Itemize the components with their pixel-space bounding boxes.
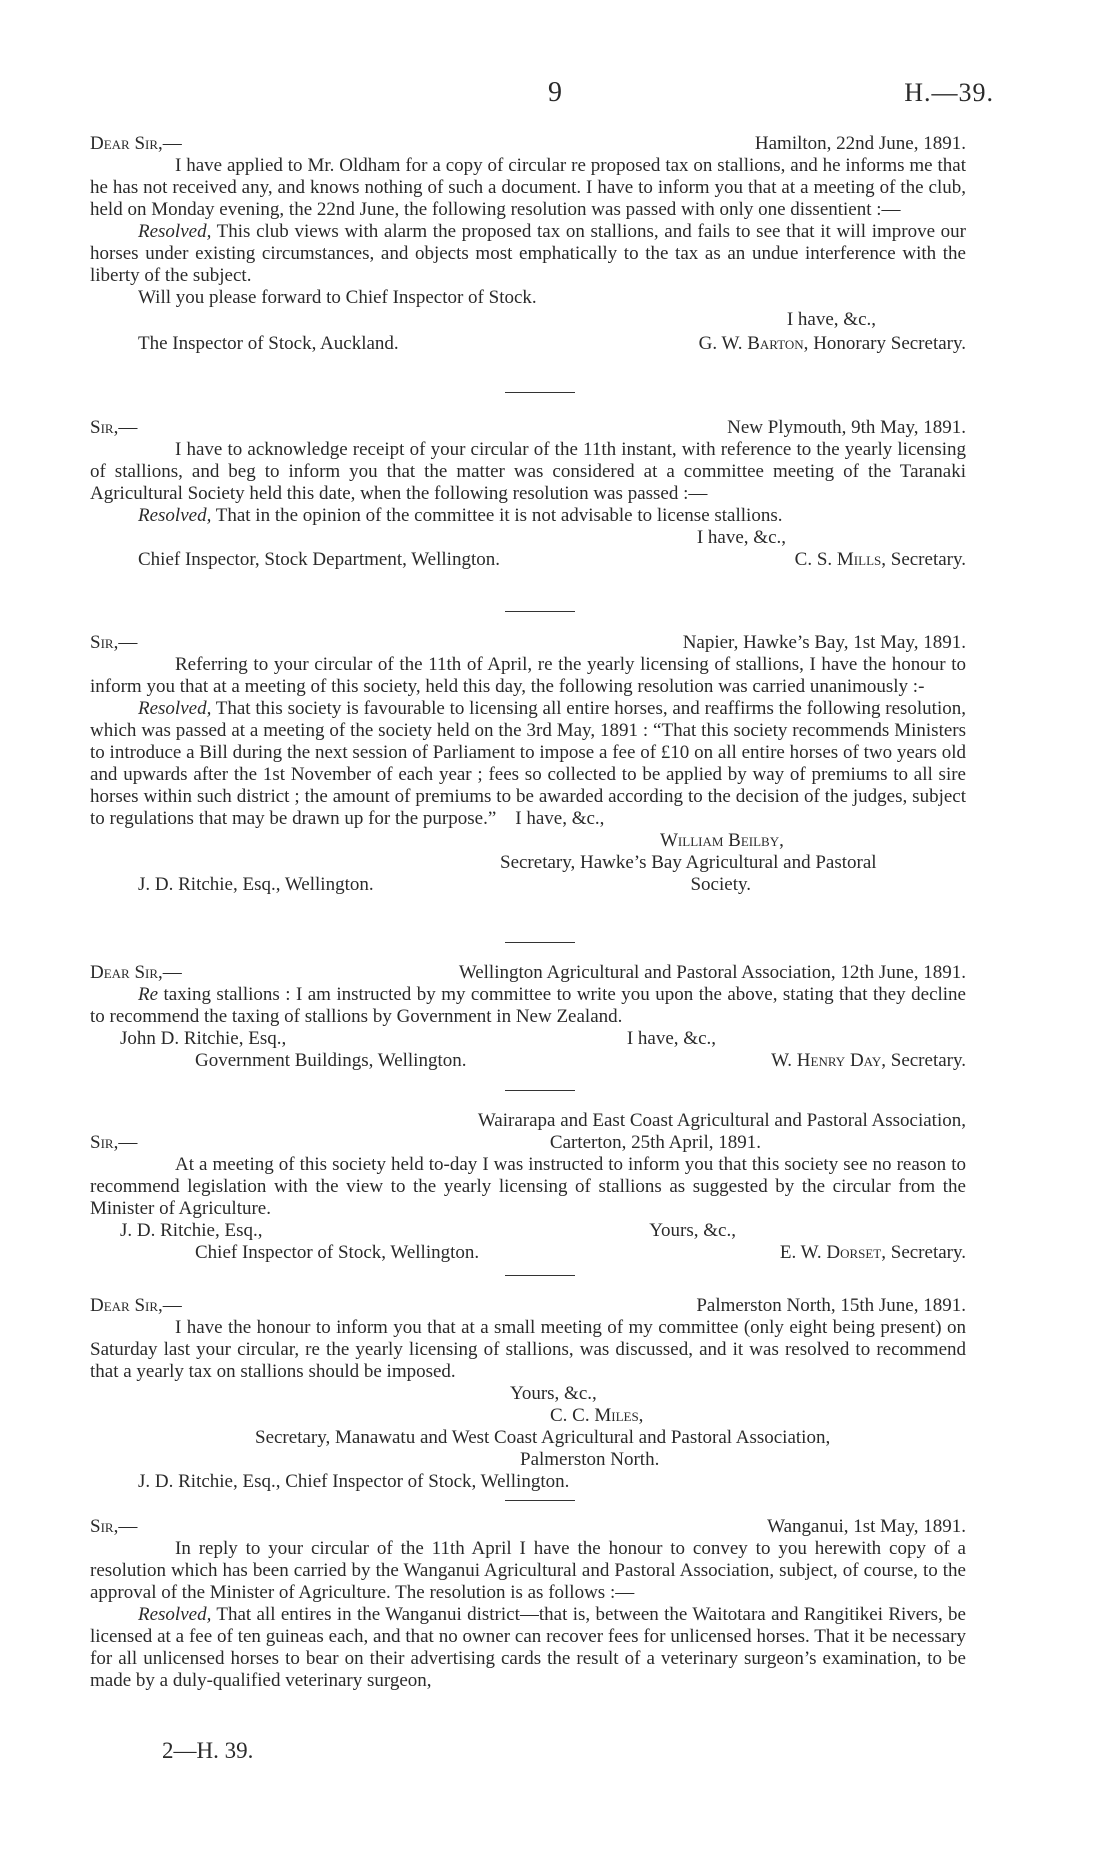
signatory-title: Honorary Secretary.	[808, 333, 966, 354]
letter-wanganui	[90, 1516, 966, 1692]
salutation: Sir,—	[90, 417, 138, 438]
addressee: J. D. Ritchie, Esq., Wellington.	[138, 874, 374, 895]
signatory-name: E. W. Dorset,	[779, 1242, 886, 1263]
signature-mark: 2—H. 39.	[162, 1738, 254, 1763]
letter-wellington	[90, 962, 966, 1072]
resolution-text: This club views with alarm the proposed tax on stallions, and fails to see that it will improve our horses under existing circumstances, and objects most emphatically to the tax as an undue interference with the liberty of the subject.	[90, 221, 966, 286]
separator-rule	[505, 611, 575, 612]
place-date: Wellington Agricultural and Pastoral Association, 12th June, 1891.	[458, 962, 966, 983]
signatory-title: Secretary.	[886, 1050, 966, 1071]
resolution	[90, 1604, 966, 1692]
resolution	[90, 505, 966, 527]
separator-rule	[505, 1275, 575, 1276]
closing: I have, &c.,	[696, 527, 786, 548]
letter-body: I have applied to Mr. Oldham for a copy of circular re proposed tax on stallions, and he informs me that he has not received any, and knows nothing of such a document. I have to inform you that at a meeting of the club, held on Monday evening, the 22nd June, the following resolution was passed with only one dissentient :—	[90, 155, 966, 220]
signatory-name: C. C. Miles,	[550, 1405, 644, 1426]
signature	[699, 333, 966, 355]
letter-body: I have the honour to inform you that at a small meeting of my committee (only eight being present) on Saturday last your circular, re the yearly licensing of stallions, was discussed, and it was resolved to recommend that a yearly tax on stallions should be imposed.	[90, 1317, 966, 1382]
letter-body: In reply to your circular of the 11th April I have the honour to convey to you herewith copy of a resolution which has been carried by the Wanganui Agricultural and Pastoral Association, subject, of course, to the approval of the Minister of Agriculture. The resolution is as follows :—	[90, 1538, 966, 1603]
resolved-label: Resolved,	[138, 1604, 212, 1625]
salutation: Sir,—	[90, 632, 138, 653]
signature	[771, 1050, 966, 1072]
place-date: Carterton, 25th April, 1891.	[549, 1132, 761, 1153]
place-date: Wanganui, 1st May, 1891.	[767, 1516, 966, 1537]
closing: I have, &c.,	[786, 309, 876, 330]
salutation: Sir,—	[90, 1516, 138, 1537]
resolved-label: Resolved,	[138, 698, 212, 719]
signatory-title-cont: Palmerston North.	[520, 1449, 660, 1470]
letter-body: Referring to your circular of the 11th of April, re the yearly licensing of stallions, I have the honour to inform you that at a meeting of this society, held this day, the following resolution was carried unanimously :-	[90, 654, 966, 697]
place-date: Hamilton, 22nd June, 1891.	[754, 133, 966, 154]
signatory-name: G. W. Barton,	[698, 333, 809, 354]
body-text: taxing stallions : I am instructed by my committee to write you upon the above, stating that they decline to recommend the taxing of stallions by Government in New Zealand.	[90, 984, 966, 1027]
addressee: J. D. Ritchie, Esq., Chief Inspector of Stock, Wellington.	[138, 1471, 570, 1492]
page-number: 9	[548, 77, 562, 108]
salutation: Dear Sir,—	[90, 962, 182, 983]
resolution-text: That this society is favourable to licensing all entire horses, and reaffirms the following resolution, which was passed at a meeting of the society held on the 3rd May, 1891 : “That this society recommends Ministers to introduce a Bill during the next session of Parliament to impose a fee of £10 on all entire horses of two years old and upwards after the 1st November of each year ; fees so collected to be applied by way of premiums to all sire horses within such district ; the amount of premiums to be awarded according to the decision of the judges, subject to regulations that may be drawn up for the purpose.”	[90, 698, 966, 829]
letter-new-plymouth	[90, 417, 966, 571]
letter-palmerston-north	[90, 1295, 966, 1493]
addressee: J. D. Ritchie, Esq.,	[120, 1220, 263, 1241]
signature	[780, 1242, 966, 1264]
letter-napier	[90, 632, 966, 896]
separator-rule	[505, 942, 575, 943]
closing: I have, &c.,	[626, 1028, 716, 1049]
signatory-title: Secretary, Hawke’s Bay Agricultural and Pastoral	[500, 852, 877, 873]
letter-hamilton	[90, 133, 966, 355]
resolved-label: Resolved,	[138, 505, 212, 526]
resolution-text: That all entires in the Wanganui district—that is, between the Waitotara and Rangitikei Rivers, be licensed at a fee of ten guineas each, and that no owner can recover fees for unlicensed horses. That it be necessary for all unlicensed horses to bear on their advertising cards the result of a veterinary surgeon’s examination, to be made by a duly-qualified veterinary surgeon,	[90, 1604, 966, 1691]
signatory-title: Secretary, Manawatu and West Coast Agricultural and Pastoral Association,	[255, 1427, 831, 1448]
letter-wairarapa	[90, 1110, 966, 1264]
signatory-title-cont: Society.	[690, 874, 751, 895]
signature	[795, 549, 966, 571]
place-date: Palmerston North, 15th June, 1891.	[696, 1295, 966, 1316]
forwarding-note: Will you please forward to Chief Inspector of Stock.	[138, 287, 537, 308]
letter-body	[90, 984, 966, 1028]
resolved-label: Resolved,	[138, 221, 212, 242]
document-reference: H.—39.	[904, 78, 994, 107]
separator-rule	[505, 1090, 575, 1091]
place-date: New Plymouth, 9th May, 1891.	[727, 417, 966, 438]
letter-body: At a meeting of this society held to-day I was instructed to inform you that this society see no reason to recommend legislation with the view to the yearly licensing of stallions as suggested by the circular from the Minister of Agriculture.	[90, 1154, 966, 1219]
closing: Yours, &c.,	[510, 1383, 597, 1404]
addressee: Chief Inspector, Stock Department, Wellington.	[138, 549, 500, 570]
resolution	[90, 698, 966, 830]
resolution-text: That in the opinion of the committee it is not advisable to license stallions.	[211, 505, 783, 526]
addressee-line-2: Government Buildings, Wellington.	[195, 1050, 467, 1071]
closing: Yours, &c.,	[649, 1220, 736, 1241]
addressee-line-2: Chief Inspector of Stock, Wellington.	[195, 1242, 480, 1263]
letter-body: I have to acknowledge receipt of your circular of the 11th instant, with reference to the yearly licensing of stallions, and beg to inform you that the matter was considered at a committee meeting of the Taranaki Agricultural Society held this date, when the following resolution was passed :—	[90, 439, 966, 504]
signatory-title: Secretary.	[886, 1242, 966, 1263]
separator-rule	[505, 392, 575, 393]
signatory-name: W. Henry Day,	[771, 1050, 886, 1071]
salutation: Dear Sir,—	[90, 133, 182, 154]
re-label: Re	[138, 984, 159, 1005]
signatory-name: C. S. Mills,	[794, 549, 886, 570]
place-date: Napier, Hawke’s Bay, 1st May, 1891.	[682, 632, 966, 653]
signatory-title: Secretary.	[886, 549, 966, 570]
addressee: John D. Ritchie, Esq.,	[120, 1028, 287, 1049]
signatory-name: William Beilby,	[660, 830, 784, 851]
organisation: Wairarapa and East Coast Agricultural and Pastoral Association,	[477, 1110, 966, 1131]
salutation: Sir,—	[90, 1132, 138, 1153]
resolution	[90, 221, 966, 287]
page-header	[0, 77, 1114, 112]
separator-rule	[505, 1500, 575, 1501]
salutation: Dear Sir,—	[90, 1295, 182, 1316]
closing: I have, &c.,	[515, 808, 605, 829]
addressee: The Inspector of Stock, Auckland.	[138, 333, 399, 354]
